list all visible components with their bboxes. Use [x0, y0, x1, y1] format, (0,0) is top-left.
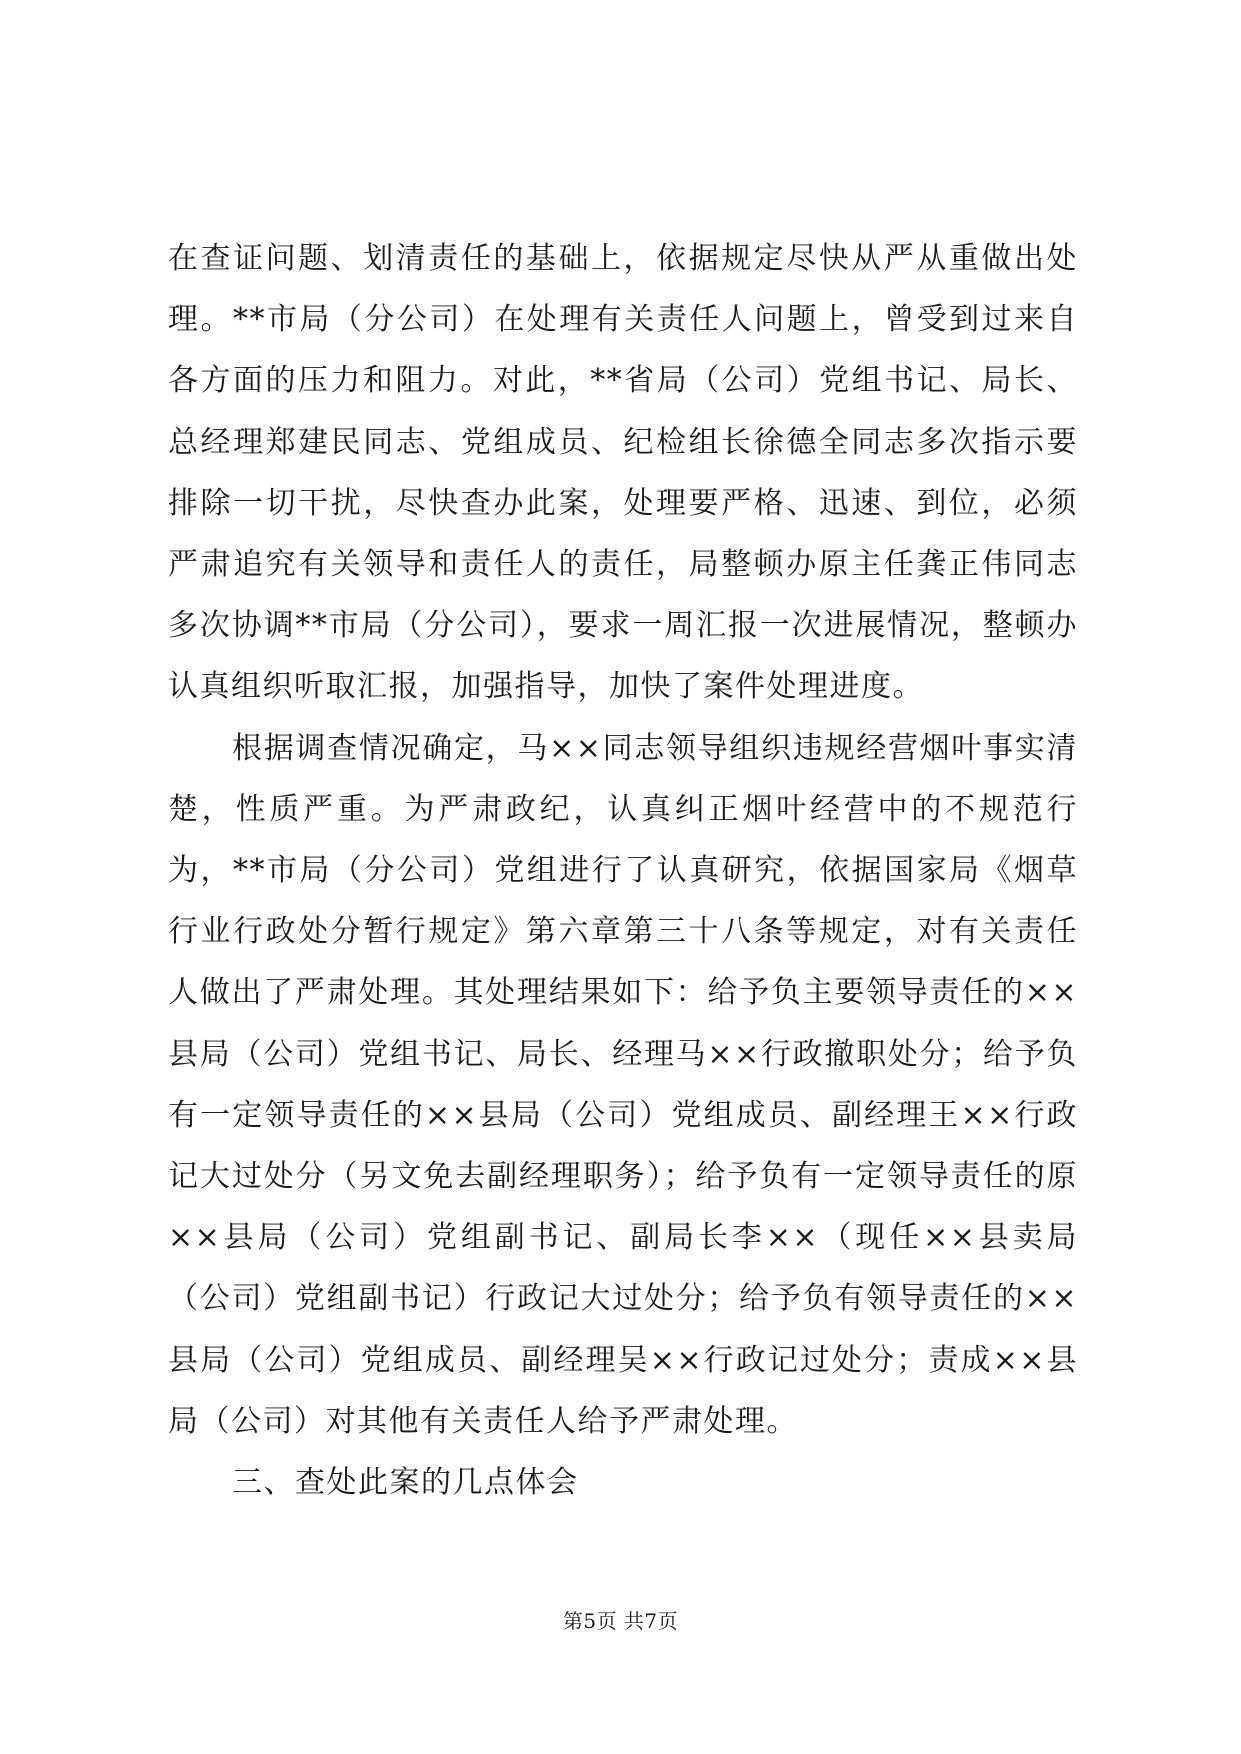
document-body [168, 228, 1078, 1513]
page-number-footer: 第5页 共7页 [562, 1609, 679, 1633]
paragraph-continuation: 在查证问题、划清责任的基础上，依据规定尽快从严从重做出处理。**市局（分公司）在处理有关责任人问题上，曾受到过来自各方面的压力和阻力。对此，**省局（公司）党组书记、局长、总经理郑建民同志、党组成员、纪检组长徐德全同志多次指示要排除一切干扰，尽快查办此案，处理要严格、迅速、到位，必须严肃追究有关领导和责任人的责任，局整顿办原主任龚正伟同志多次协调**市局（分公司），要求一周汇报一次进展情况，整顿办认真组织听取汇报，加强指导，加快了案件处理进度。 [168, 241, 1078, 705]
paragraph-investigation-result: 根据调查情况确定，马××同志领导组织违规经营烟叶事实清楚，性质严重。为严肃政纪，认真纠正烟叶经营中的不规范行为，**市局（分公司）党组进行了认真研究，依据国家局《烟草行业行政处分暂行规定》第六章第三十八条等规定，对有关责任人做出了严肃处理。其处理结果如下：给予负主要领导责任的××县局（公司）党组书记、局长、经理马××行政撤职处分；给予负有一定领导责任的××县局（公司）党组成员、副经理王××行政记大过处分（另文免去副经理职务）；给予负有一定领导责任的原××县局（公司）党组副书记、副局长李××（现任××县卖局（公司）党组副书记）行政记大过处分；给予负有领导责任的××县局（公司）党组成员、副经理吴××行政记过处分；责成××县局（公司）对其他有关责任人给予严肃处理。 [168, 730, 1078, 1439]
section-heading: 三、查处此案的几点体会 [232, 1465, 579, 1501]
